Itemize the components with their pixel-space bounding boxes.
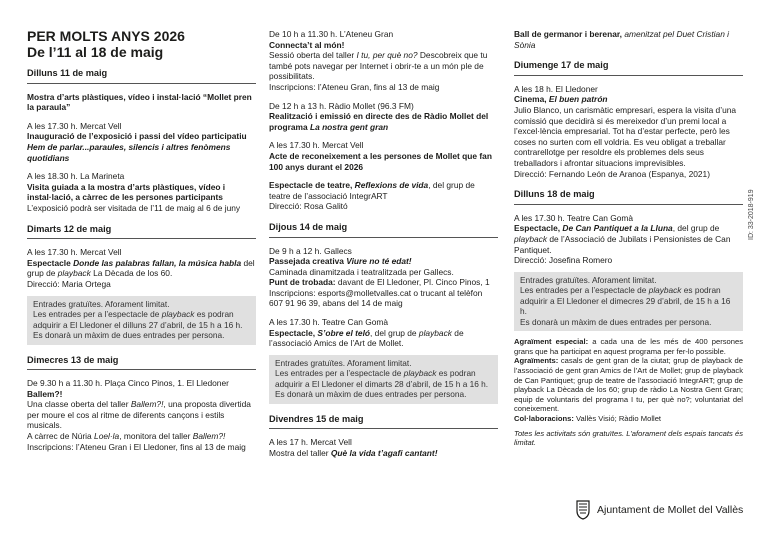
ack-collab [514,414,743,424]
event-time: A les 18.30 h. La Marineta [27,171,125,182]
event-title [269,256,498,267]
event-title: Acte de reconeixement a les persones de Mollet que fan 100 anys durant el 2026 [269,150,492,172]
event-title: Visita guiada a la mostra d’arts plàstiques, vídeo i instal·lació, a càrrec de les persones participants [27,181,226,203]
t: playback [418,327,452,338]
t: A càrrec de Núria [27,431,92,442]
t: Espectacle, [269,327,316,338]
t: es podran adquirir a El Lledoner el dilluns 27 d’abril, de 15 h a 16 h. [33,309,243,330]
t: playback [161,309,195,319]
day-heading-14: Dijous 14 de maig [269,222,498,238]
event-inscriptions: Inscripcions: esports@molletvalles.cat o trucant al telèfon 607 91 96 39, abans del 14 de maig [269,287,483,309]
event-time: A les 17.30 h. Mercat Vell [269,140,364,151]
event-time: A les 18 h. El Lledoner [514,83,598,94]
t: Ball de germanor i berenar, [514,29,622,39]
t: Cinema, [514,94,547,105]
t: El buen patrón [548,94,608,105]
t: es podran adquirir a El Lledoner el dimarts 28 d’abril, de 15 h a 16 h. [275,368,489,389]
event-title-text: Inauguració de l’exposició i passi del vídeo participatiu [27,131,247,142]
t: S’obre el teló [317,327,371,338]
event-title [269,448,498,459]
event-time: A les 17.30 h. Teatre Can Gomà [514,212,634,223]
ack-thanks [514,356,743,414]
t: , monitora del taller [119,431,191,442]
day-heading-17: Diumenge 17 de maig [514,60,743,76]
t: Viure no té edat! [346,256,412,267]
event-time: De 10 h a 11.30 h. L’Ateneu Gran [269,29,394,39]
event-time: De 9.30 h a 11.30 h. Plaça Cinco Pinos, 1. El Lledoner [27,378,229,389]
event-title [27,131,256,163]
t: Què la vida t’agafi cantant! [330,448,438,459]
event-director: Direcció: Maria Ortega [27,278,111,289]
t: Vallès Visió; Ràdio Mollet [576,413,662,423]
event-title: Connecta’t al món! [269,39,345,50]
t: a cada una de les més de 400 persones grans que ha participat en aquest programa per fer-lo possible. [514,337,743,356]
event-by [27,431,256,442]
event-note: L’exposició podrà ser visitada de l’11 de maig al 6 de juny [27,202,241,213]
event-block [269,180,498,212]
t: Espectacle de teatre, [269,180,353,191]
event-title [514,94,743,105]
ticket-info-box [514,272,743,332]
t: Loel·la [94,431,120,442]
event-title [514,29,743,50]
event-title [269,111,498,132]
t: Mostra del taller [269,448,329,459]
event-director: Direcció: Fernando León de Aranoa (Espanya, 2021) [514,168,711,179]
event-title [269,180,498,201]
day-heading-11: Dilluns 11 de maig [27,68,256,84]
event-block [269,317,498,349]
t: , del grup de [370,327,417,338]
t: playback [403,368,437,379]
box-line: Entrades gratuïtes. Aforament limitat. [33,298,170,309]
event-title [27,258,256,279]
event-inscriptions: Inscripcions: l’Ateneu Gran i El Lledoner, fins al 13 de maig [27,441,246,452]
box-line [33,309,250,330]
municipal-logo [575,500,743,520]
box-line: Entrades gratuïtes. Aforament limitat. [520,274,657,285]
day-heading-12: Dimarts 12 de maig [27,224,256,240]
ack-special [514,337,743,356]
t: Col·laboracions: [514,413,574,423]
t: playback [57,268,91,279]
event-time: A les 17 h. Mercat Vell [269,437,352,448]
t: davant de El Lledoner, Pl. Cinco Pinos, 1 [337,277,490,288]
t: playback [514,233,548,244]
box-line [520,285,737,317]
t: Punt de trobada: [269,277,336,288]
event-block [27,121,256,163]
day-heading-18: Dilluns 18 de maig [514,189,743,205]
event-time: De 9 h a 12 h. Gallecs [269,245,352,256]
t: , del grup de teatre de l’associació IntegrART [269,180,475,201]
coat-of-arms-icon [575,500,591,520]
free-note: Totes les activitats són gratuïtes. L’aforament dels espais tancats és limitat. [514,428,743,448]
event-title [269,328,498,349]
t: Les entrades per a l’espectacle de [520,285,647,296]
event-text [27,399,256,431]
event-block [27,378,256,452]
box-line: Es donarà un màxim de dues entrades per persona. [33,330,225,340]
page-title: PER MOLTS ANYS 2026 [27,28,185,44]
day-heading-13: Dimecres 13 de maig [27,355,256,371]
t: casals de gent gran de la ciutat; grup de playback de l’associació de gent gran Amics de l’Art de Mollet; grup de playback de Can Pantiquet; grup de teatre de l’associació IntegrART; grup de playback La Dècada de los 60; grup de ràdio La Nostra Gent Gran; equip de voluntaris del programa I tu, per què no?; voluntariat del coneixement. [514,356,743,414]
event-meeting-point [269,277,498,288]
t: playback [648,285,682,296]
box-line: Es donarà un màxim de dues entrades per persona. [520,316,712,327]
event-title-italic: Hem de parlar...paraules, silencis i altres fenòmens quotidians [27,141,231,163]
t: , una proposta divertida per moure el cos al ritme de diferents cançons i estils musicals. [27,399,251,431]
t: , del grup de [672,223,720,234]
event-title: Mostra d’arts plàstiques, vídeo i instal·lació “Mollet pren la paraula” [27,91,252,113]
event-inscriptions: Inscripcions: l’Ateneu Gran, fins al 13 de maig [269,81,440,92]
event-block [27,171,256,213]
t: Agraïment especial: [514,337,589,347]
t: Les entrades per a l’espectacle de [33,309,160,319]
t: Realització i emissió en directe des de Ràdio Mollet del programa [269,111,489,132]
event-director: Direcció: Rosa Galitó [269,201,348,212]
event-text: Caminada dinamitzada i teatralitzada per Gallecs. [269,266,454,277]
event-time: A les 17.30 h. Mercat Vell [27,120,122,131]
column-2 [269,29,498,459]
event-time: De 12 h a 13 h. Ràdio Mollet (96.3 FM) [269,100,414,111]
t: Les entrades per a l’espectacle de [275,368,402,379]
t: de l’associació Amics de l’Art de Mollet. [269,327,464,349]
event-block [269,437,498,458]
event-block [27,247,256,289]
column-1 [27,28,256,452]
t: amenitzat pel Duet Cristian i Sònia [514,29,730,50]
event-block [514,213,743,266]
event-time: A les 17.30 h. Mercat Vell [27,247,122,258]
event-text: Julio Blanco, un carismàtic empresari, espera la visita d’una comissió que decidirà si és mereixedor d’un premi local a l’excel·lència empresarial. Tot ha d’estar perfecte, però les coses no surten com ell voldria. Es veu obligat a treballar contrarellotge per resoldre els problemes dels seus treballadors i afrontar situacions imprevisibles. [514,104,737,168]
event-text [269,50,498,82]
event-block [269,140,498,172]
t: del grup de [27,257,255,279]
document-id: ID: 33-2018-919 [748,189,755,240]
t: Agraïments: [514,356,559,366]
box-line [275,368,492,389]
event-title: Ballem?! [27,388,63,399]
t: Passejada creativa [269,256,344,267]
box-line: Entrades gratuïtes. Aforament limitat. [275,357,412,368]
logo-text: Ajuntament de Mollet del Vallès [597,504,744,516]
page-subtitle: De l’11 al 18 de maig [27,44,164,60]
t: de l’Associació de Jubilats i Pensionistes de Can Pantiquet. [514,233,731,255]
event-title [514,223,743,255]
event-block [269,29,498,93]
t: La nostra gent gran [309,121,389,132]
event-time: A les 17.30 h. Teatre Can Gomà [269,317,389,328]
t: La Dècada de los 60. [93,268,173,279]
acknowledgements [514,337,743,448]
column-3 [514,29,743,448]
event-block [269,246,498,310]
t: Espectacle, [514,223,561,234]
event-block [514,84,743,179]
ticket-info-box [269,355,498,404]
t: Descobreix que tu també pots navegar per Internet i obrir-te a un món ple de possibilitats. [269,50,488,82]
t: Espectacle [27,257,71,268]
t: Donde las palabras fallan, la música habla [73,257,242,268]
event-director: Direcció: Josefina Romero [514,255,613,266]
t: Una classe oberta del taller [27,399,129,410]
ticket-info-box [27,296,256,345]
t: I tu, per què no? [356,50,418,61]
t: Ballem?! [130,399,164,410]
t: De Can Pantiquet a la Lluna [562,223,673,234]
t: Reflexions de vida [354,180,429,191]
box-line: Es donarà un màxim de dues entrades per persona. [275,389,467,400]
event-block [269,101,498,133]
day-heading-15: Divendres 15 de maig [269,414,498,430]
t: Sessió oberta del taller [269,50,355,61]
t: es podran adquirir a El Lledoner el dimecres 29 d’abril, de 15 h a 16 h. [520,285,731,317]
t: Ballem?! [192,431,226,442]
